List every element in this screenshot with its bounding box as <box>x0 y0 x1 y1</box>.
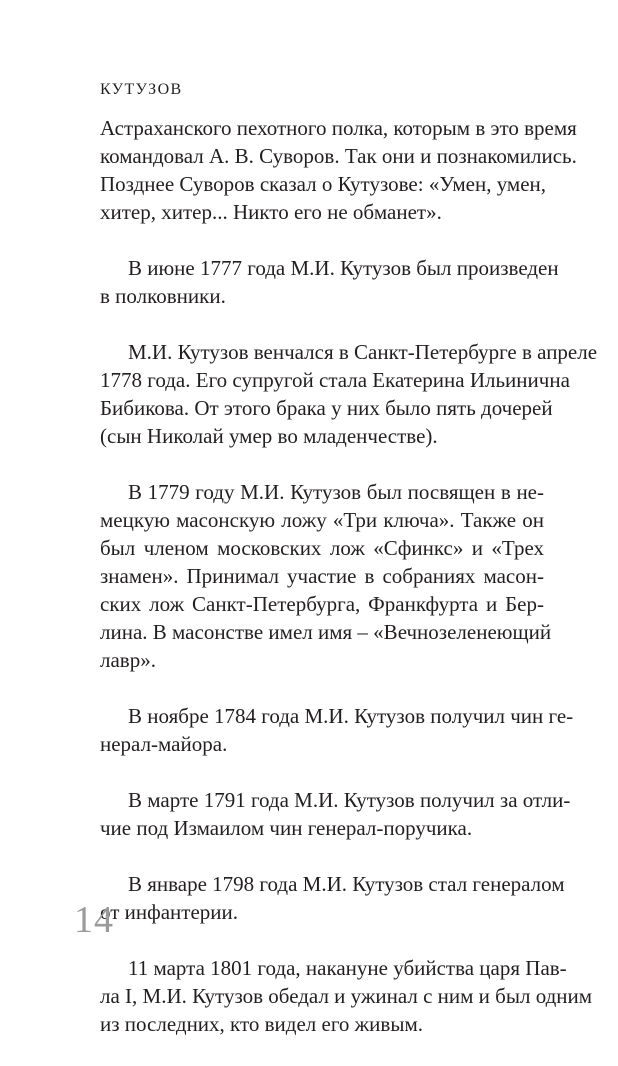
text-line: В 1779 году М.И. Кутузов был посвящен в не- <box>128 480 544 504</box>
text-line: В марте 1791 года М.И. Кутузов получил за отли- <box>128 788 571 812</box>
text-line: лина. В масонстве имел имя – «Вечнозеленеющий <box>100 620 552 644</box>
text-line: Астраханского пехотного полка, которым в это время <box>100 116 577 140</box>
body-text <box>100 114 598 1066</box>
text-line: В январе 1798 года М.И. Кутузов стал генералом <box>128 872 565 896</box>
text-line: Позднее Суворов сказал о Кутузове: «Умен, умен, <box>100 172 547 196</box>
text-line: в полковники. <box>100 284 226 308</box>
text-line: (сын Николай умер во младенчестве). <box>100 424 438 448</box>
text-line: мецкую масонскую ложу «Три ключа». Также он <box>100 508 544 532</box>
text-line: ских лож Санкт-Петербурга, Франкфурта и Бер- <box>100 592 544 616</box>
text-line: знамен». Принимал участие в собраниях масон- <box>100 564 544 588</box>
text-line: В ноябре 1784 года М.И. Кутузов получил чин ге- <box>128 704 574 728</box>
paragraph <box>100 338 598 450</box>
text-line: М.И. Кутузов венчался в Санкт-Петербурге в апреле <box>128 340 598 364</box>
text-line: Бибикова. От этого брака у них было пять дочерей <box>100 396 553 420</box>
text-line: нерал-майора. <box>100 732 228 756</box>
paragraph <box>100 254 559 310</box>
page-number: 14 <box>74 899 114 941</box>
paragraph <box>100 954 593 1038</box>
text-line: чие под Измаилом чин генерал-поручика. <box>100 816 473 840</box>
text-line: 11 марта 1801 года, накануне убийства царя Пав- <box>128 956 567 980</box>
running-head: КУТУЗОВ <box>100 81 183 98</box>
paragraph <box>100 870 565 926</box>
paragraph <box>100 702 574 758</box>
text-line: В июне 1777 года М.И. Кутузов был произведен <box>128 256 559 280</box>
paragraph <box>100 478 552 674</box>
text-line: командовал А. В. Суворов. Так они и познакомились. <box>100 144 577 168</box>
paragraph <box>100 114 577 226</box>
text-line: был членом московских лож «Сфинкс» и «Трех <box>100 536 544 560</box>
text-line: от инфантерии. <box>100 900 239 924</box>
text-line: хитер, хитер... Никто его не обманет». <box>100 200 442 224</box>
text-line: ла I, М.И. Кутузов обедал и ужинал с ним и был одним <box>100 984 593 1008</box>
text-line: из последних, кто видел его живым. <box>100 1012 423 1036</box>
text-line: лавр». <box>100 648 156 672</box>
text-line: 1778 года. Его супругой стала Екатерина Ильинична <box>100 368 570 392</box>
paragraph <box>100 786 571 842</box>
